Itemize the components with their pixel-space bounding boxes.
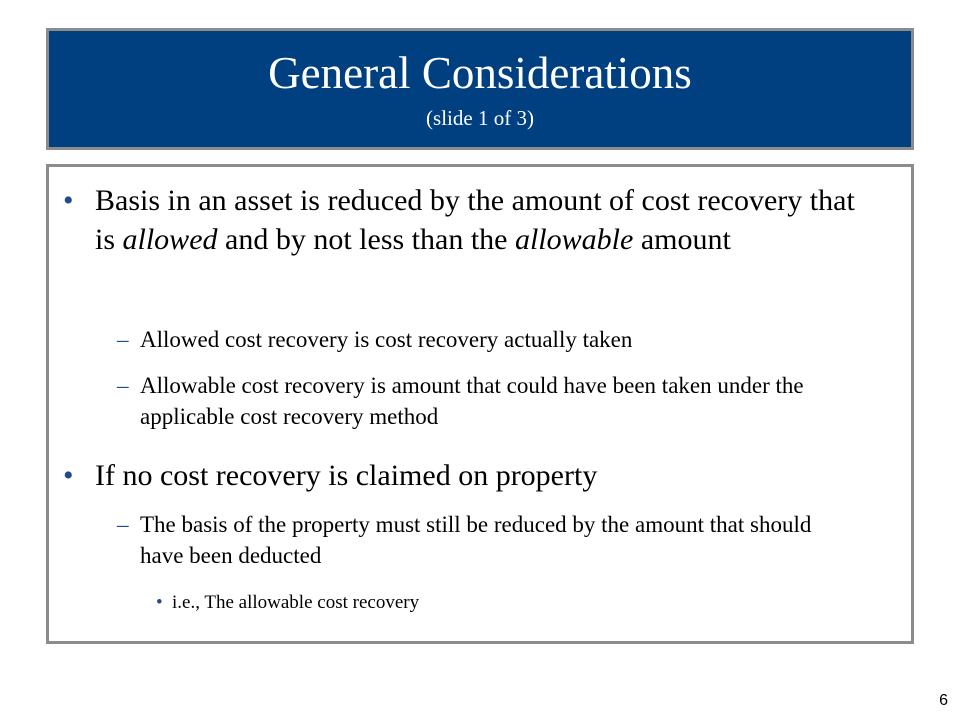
title-banner (46, 28, 914, 150)
bullet-1-text-a: Basis in an asset is reduced by the amount of cost recovery that is (95, 184, 855, 256)
sub-bullet-2-text: Allowable cost recovery is amount that could have been taken under the applicable cost recovery method (140, 373, 804, 429)
bullet-marker: • (156, 592, 163, 613)
bullet-1-text-c: amount (633, 223, 731, 256)
sub-bullet-3 (117, 509, 830, 571)
bullet-marker: • (63, 459, 74, 492)
sub-sub-bullet-1-text: i.e., The allowable cost recovery (172, 592, 420, 613)
slide-title: General Considerations (268, 48, 692, 98)
bullet-1-emphasis-allowed: allowed (122, 223, 218, 256)
slide-subtitle: (slide 1 of 3) (426, 106, 534, 130)
sub-bullet-1-text: Allowed cost recovery is cost recovery actually taken (140, 327, 633, 352)
dash-marker: – (117, 512, 129, 537)
bullet-marker: • (63, 184, 74, 217)
content-panel (46, 164, 914, 644)
bullet-1 (63, 181, 875, 259)
bullet-2-text: If no cost recovery is claimed on property (95, 459, 598, 492)
page-number: 6 (939, 692, 948, 709)
bullet-2 (63, 456, 875, 495)
sub-bullet-2 (117, 370, 845, 432)
sub-bullet-3-text: The basis of the property must still be reduced by the amount that should have been deducted (140, 512, 812, 568)
sub-sub-bullet-1 (156, 591, 772, 615)
bullet-1-text-b: and by not less than the (217, 223, 515, 256)
dash-marker: – (117, 327, 129, 352)
dash-marker: – (117, 373, 129, 398)
bullet-1-emphasis-allowable: allowable (514, 223, 634, 256)
sub-bullet-1 (117, 324, 880, 355)
